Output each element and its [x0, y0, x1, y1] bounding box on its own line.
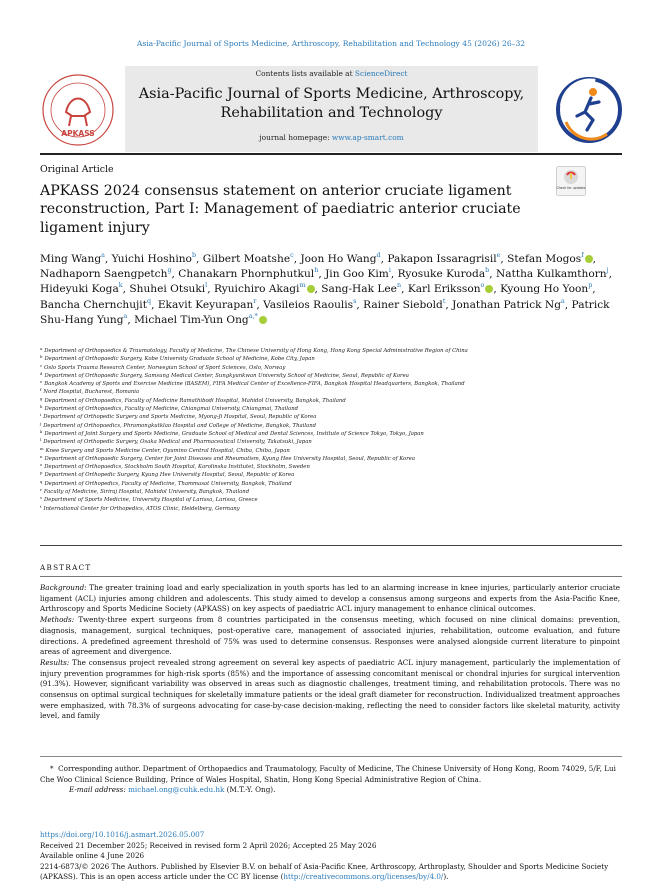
affiliation-text: Bangkok Academy of Sports and Exercise Medicine (BASEM), FIFA Medical Center of Excellence-FIFA, Bangkok Hospital Headquarters, Bangkok, Thailand [44, 381, 465, 388]
homepage-line [125, 133, 538, 142]
author[interactable] [321, 283, 401, 295]
author-name: Gilbert Moatshe [202, 253, 291, 265]
background-label: Background: [40, 583, 87, 592]
affiliation-text: Department of Orthopaedics, Stockholm South Hospital, Karolinska Institutet, Stockholm, Sweden [44, 464, 310, 471]
affiliation-marker: h [40, 404, 43, 410]
journal-title: Asia-Pacific Journal of Sports Medicine, Arthroscopy, Rehabilitation and Technology [138, 86, 525, 121]
author-affiliation-marker[interactable]: a [560, 296, 565, 305]
author[interactable] [40, 253, 105, 265]
author-affiliation-marker[interactable]: f [581, 251, 584, 259]
publication-info [40, 830, 620, 883]
author-affiliation-marker[interactable]: a [123, 311, 128, 320]
author-affiliation-marker[interactable]: t [442, 296, 446, 305]
affiliation-marker: l [40, 437, 42, 443]
affiliation-marker: j [40, 420, 42, 426]
orcid-icon[interactable] [485, 285, 493, 293]
author-name: Kyoung Ho Yoon [500, 283, 589, 296]
email-suffix: (M.T.-Y. Ong). [224, 785, 276, 795]
affiliation-text: Department of Sports Medicine, University Hospital of Larissa, Larissa, Greece [43, 497, 258, 504]
author-affiliation-marker[interactable]: h [314, 266, 319, 275]
available-online: Available online 4 June 2026 [40, 851, 145, 861]
author-name: Karl Eriksson [407, 283, 481, 296]
affiliation-marker: g [40, 395, 43, 401]
author-name: Nadhaporn Saengpetch [40, 268, 168, 281]
author-name: Stefan Mogos [507, 253, 582, 265]
author[interactable] [263, 296, 357, 311]
journal-cover-logo [549, 70, 629, 150]
affiliation-text: Department of Joint Surgery and Sports Medicine, Graduate School of Medical and Dental Sciences, Institute of Science Tokyo, Tokyo, Japan [44, 430, 424, 437]
affiliation-marker: t [40, 503, 42, 509]
author[interactable] [203, 253, 294, 265]
author[interactable] [300, 253, 380, 265]
affiliation-text: Department of Orthopedic Surgery, Kyung Hee University Hospital, Seoul, Republic of Korea [44, 472, 295, 479]
author-affiliation-marker[interactable]: b [191, 251, 197, 259]
affiliation-text: Faculty of Medicine, Siriraj Hospital, Mahidol University, Bangkok, Thailand [43, 489, 250, 496]
sciencedirect-link[interactable]: ScienceDirect [354, 69, 408, 78]
author-name: Ming Wang [40, 253, 102, 265]
abstract-rule [40, 576, 622, 577]
affiliation-text: International Center for Orthopedics, ATOS Clinic, Heidelberg, Germany [43, 505, 240, 512]
author[interactable] [134, 311, 267, 326]
license-link[interactable]: http://creativecommons.org/licenses/by/4.0/ [283, 872, 444, 882]
author-name: Jin Goo Kim [325, 268, 389, 281]
author-name: Bancha Chernchujit [40, 298, 147, 311]
author[interactable] [325, 268, 391, 280]
author-affiliation-marker[interactable]: j [606, 266, 609, 275]
email-line [40, 785, 620, 796]
author-affiliation-marker[interactable]: s [353, 296, 357, 305]
author-name: Patrick Shu-Hang Yung [40, 298, 610, 326]
affiliation-item [40, 471, 630, 479]
homepage-link[interactable]: www.ap-smart.com [331, 133, 404, 142]
affiliation-text: Department of Orthopedics, Faculty of Medicine, Thammasat University, Bangkok, Thailand [44, 480, 292, 487]
author[interactable] [178, 268, 318, 280]
affiliation-item [40, 380, 630, 388]
affiliation-marker: m [40, 445, 44, 451]
affiliation-text: Department of Orthopaedics, Faculty of Medicine, Chiangmai University, Chiangmai, Thailand [44, 406, 298, 413]
author[interactable] [398, 268, 490, 280]
affiliation-item [40, 422, 630, 430]
article-title: APKASS 2024 consensus statement on anterior cruciate ligament reconstruction, Part I: Management of paediatric anterior cruciate ligament injury [40, 183, 521, 236]
affiliation-item [40, 488, 630, 496]
contents-prefix: Contents lists available at [255, 69, 355, 78]
author[interactable] [214, 283, 315, 295]
author-name: Rainer Siebold [363, 298, 443, 311]
copyright-text: 2214-6873/© 2026 The Authors. Published by Elsevier B.V. on behalf of Asia-Pacific Knee, Arthroscopy, Arthroplasty, Shoulder and Sports Medicine Society (APKASS). This is an open access article under the CC BY license ( [40, 861, 609, 882]
author-affiliation-marker[interactable]: p [588, 281, 593, 290]
abstract-top-rule [40, 545, 622, 546]
author[interactable] [387, 253, 500, 265]
affiliation-text: Department of Orthopedic Surgery, Osaka Medical and Pharmaceutical University, Takatsuki, Japan [43, 439, 312, 446]
orcid-icon[interactable] [259, 316, 267, 324]
author-name: Nattha Kulkamthorn [495, 268, 607, 281]
apkass-logo-text: APKASS [61, 129, 95, 138]
author-name: Chanakarn Phornphutkul [178, 268, 315, 281]
affiliation-marker: f [40, 387, 42, 393]
affiliation-text: Department of Orthopedic Surgery and Sports Medicine, Myong-Ji Hospital, Seoul, Republic of Korea [43, 414, 317, 421]
orcid-icon[interactable] [307, 285, 315, 293]
affiliation-text: Department of Orthopaedic Surgery, Center for Joint Diseases and Rheumatism, Kyung Hee University Hospital, Seoul, Republic of Korea [44, 455, 416, 462]
email-link[interactable]: michael.ong@cuhk.edu.hk [128, 785, 225, 795]
author-name: Sang-Hak Lee [321, 283, 397, 296]
orcid-icon[interactable] [585, 255, 593, 263]
author-affiliation-marker[interactable]: k [118, 281, 123, 290]
methods-text: Twenty-three expert surgeons from 8 countries participated in the consensus meeting, which focused on nine clinical domains: prevention, diagnosis, management, surgical techniques, post-operative care, management of associated injuries, rehabilitation, outcome evaluation, and future directions. A predefined agreement threshold of 75% was used to determine consensus. Responses were analysed alongside current literature to pinpoint areas of agreement and divergence. [40, 615, 620, 657]
author-affiliation-marker[interactable]: d [376, 251, 381, 259]
footnote-marker: * [50, 764, 54, 773]
affiliation-item [40, 397, 630, 405]
affiliation-item [40, 438, 630, 446]
affiliation-item [40, 355, 630, 363]
affiliation-marker: c [40, 362, 43, 368]
author-name: Ekavit Keyurapan [157, 298, 254, 311]
affiliation-item [40, 455, 630, 463]
email-label: E-mail address: [69, 785, 126, 795]
author-name: Michael Tim-Yun Ong [134, 313, 249, 326]
footnotes [40, 764, 620, 796]
affiliation-item [40, 364, 630, 372]
affiliation-marker: i [40, 412, 42, 418]
affiliation-text: Oslo Sports Trauma Research Center, Norwegian School of Sport Sciences, Oslo, Norway [44, 364, 286, 371]
affiliation-item [40, 480, 630, 488]
affiliation-marker: p [40, 470, 43, 476]
author-name: Ryosuke Kuroda [397, 268, 486, 281]
affiliation-text: Department of Orthopaedic Surgery, Kobe University Graduate School of Medicine, Kobe City, Japan [44, 356, 315, 363]
affiliation-item [40, 388, 630, 396]
contents-line [125, 69, 538, 78]
author-name: Hideyuki Koga [40, 283, 119, 296]
author[interactable] [363, 296, 446, 311]
author[interactable] [40, 283, 123, 295]
author-affiliation-marker[interactable]: c [290, 251, 294, 259]
author-name: Yuichi Hoshino [111, 253, 192, 265]
affiliation-item [40, 372, 630, 380]
author[interactable] [500, 283, 592, 295]
abstract-background [40, 583, 620, 615]
check-for-updates-badge[interactable] [556, 166, 586, 196]
affiliation-marker: a [40, 346, 43, 351]
abstract-body [40, 583, 620, 722]
author-affiliation-marker[interactable]: e [496, 251, 501, 259]
affiliation-list [40, 347, 630, 513]
corresponding-author-text: Corresponding author. Department of Orthopaedics and Traumatology, Faculty of Medicine, The Chinese University of Hong Kong, Room 74029, 5/F, Lui Che Woo Clinical Science Building, Prince of Wales Hospital, Shatin, Hong Kong Special Administrative Region of China. [40, 764, 616, 784]
affiliation-item [40, 430, 630, 438]
affiliation-text: Department of Orthopaedic Surgery, Samsung Medical Center, Sungkyunkwan University School of Medicine, Seoul, Republic of Korea [44, 372, 409, 379]
author-name: Pakapon Issaragrisil [387, 253, 497, 265]
article-type: Original Article [40, 164, 114, 175]
affiliation-item [40, 413, 630, 421]
doi-link[interactable]: https://doi.org/10.1016/j.asmart.2026.05.007 [40, 830, 205, 839]
affiliation-marker: q [40, 478, 43, 484]
author[interactable] [112, 253, 196, 265]
affiliation-marker: r [40, 487, 42, 493]
author-affiliation-marker[interactable]: o [480, 281, 485, 290]
affiliation-marker: e [40, 379, 43, 385]
author-affiliation-marker[interactable]: l [205, 281, 208, 290]
author-name: Shuhei Otsuki [129, 283, 206, 296]
author-affiliation-marker[interactable]: a,* [248, 311, 258, 320]
author-list: Ming Wang$^a$, Yuichi Hoshino$^b$, Gilbert Moatshe$^c$, Joon Ho Wang$^d$, Pakapon Issaragrisil$^e$, Stefan Mogos$^f$ , Nadhaporn Saengpetch$^g$, Chanakarn Phornphutkul$^h$, Jin Goo Kim$^i$, Ryosuke Kuroda$^b$, Nattha Kulkamthorn$^j$, Hideyuki Koga$^k$, Shuhei Otsuki$^l$, Ryuichiro Akagi$^m$ , Sang-Hak Lee$^n$, Karl Eriksson$^o$ , Kyoung Ho Yoon$^p$, Bancha Chernchujit$^q$, Ekavit Keyurapan$^r$, Vasileios Raoulis$^s$, Rainer Siebold$^t$, Jonathan Patrick Ng$^a$, Patrick Shu-Hang Yung$^a$, Michael Tim-Yun Ong$^{a,*}$ [40, 251, 612, 326]
copyright-notice [40, 862, 620, 883]
received-dates: Received 21 December 2025; Received in revised form 2 April 2026; Accepted 25 May 2026 [40, 840, 377, 850]
author-affiliation-marker[interactable]: a [101, 251, 105, 259]
affiliation-text: Nord Hospital, Bucharest, Romania [43, 389, 140, 396]
abstract-heading: ABSTRACT [40, 563, 92, 572]
affiliation-marker: b [40, 354, 43, 360]
author[interactable] [157, 296, 257, 311]
abstract-methods [40, 615, 620, 658]
abstract-results [40, 658, 620, 722]
header-rule [40, 153, 622, 155]
author-affiliation-marker[interactable]: b [485, 266, 490, 275]
author[interactable] [507, 253, 592, 265]
author-name: Joon Ho Wang [300, 253, 377, 265]
corresponding-author-note [40, 764, 620, 785]
copyright-end: ). [443, 872, 449, 882]
author-affiliation-marker[interactable]: q [146, 296, 152, 305]
affiliation-marker: n [40, 453, 43, 459]
author-affiliation-marker[interactable]: g [167, 266, 172, 275]
apkass-logo [40, 72, 116, 148]
affiliation-item [40, 447, 630, 455]
background-text: The greater training load and early specialization in youth sports has led to an alarming increase in knee injuries, particularly anterior cruciate ligament (ACL) injuries among children and adolescents. This study aimed to develop a consensus among surgeons and experts from the Asia-Pacific Knee, Arthroscopy and Sports Medicine Society (APKASS) on key aspects of paediatric ACL injury management to enhance clinical outcomes. [40, 583, 620, 614]
affiliation-item [40, 463, 630, 471]
affiliation-marker: d [40, 370, 43, 376]
footnote-rule [40, 756, 622, 757]
affiliation-item [40, 505, 630, 513]
affiliation-item [40, 347, 630, 355]
results-text: The consensus project revealed strong agreement on several key aspects of paediatric ACL injury management, particularly the implementation of injury prevention programmes for high-risk sports (85%) and the importance of assessing concomitant meniscal or chondral injuries for surgical intervention (91.3%). However, significant variability was observed in areas such as diagnostic challenges, treatment timing, and rehabilitation protocols. There was no consensus on optimal surgical techniques for skeletally immature patients or the ideal graft diameter for reconstruction. Individualized treatment approaches were emphasized, with 78.3% of surgeons advocating for case-by-case decision-making, reflecting the need to consider factors like skeletal maturity, activity level, and family [40, 657, 620, 721]
affiliation-text: Department of Orthopaedics, Faculty of Medicine Ramathibodi Hospital, Mahidol University, Bangkok, Thailand [44, 397, 346, 404]
affiliation-text: Knee Surgery and Sports Medicine Center, Oyumino Central Hospital, Chiba, Chiba, Japan [45, 447, 290, 454]
author[interactable] [40, 268, 172, 280]
author[interactable] [408, 283, 494, 295]
affiliation-marker: o [40, 462, 43, 468]
author[interactable] [40, 296, 152, 311]
homepage-prefix: journal homepage: [259, 133, 332, 142]
check-for-updates-text: Check for updates [556, 186, 586, 190]
results-label: Results: [40, 657, 70, 667]
author-affiliation-marker[interactable]: m [299, 281, 306, 290]
author-name: Vasileios Raoulis [263, 298, 354, 311]
affiliation-text: Department of Orthopaedics, Phramongkutklao Hospital and College of Medicine, Bangkok, Thailand [43, 422, 317, 429]
author[interactable] [496, 268, 609, 280]
affiliation-marker: k [40, 428, 43, 434]
journal-reference[interactable]: Asia-Pacific Journal of Sports Medicine, Arthroscopy, Rehabilitation and Technology 45 (2026) 26–32 [136, 39, 526, 48]
author-affiliation-marker[interactable]: i [388, 266, 391, 275]
affiliation-item [40, 496, 630, 504]
author-name: Ryuichiro Akagi [213, 283, 300, 296]
author[interactable] [129, 283, 207, 295]
affiliation-marker: s [40, 495, 42, 501]
methods-label: Methods: [40, 615, 75, 625]
affiliation-text: Department of Orthopaedics & Traumatology, Faculty of Medicine, The Chinese University of Hong Kong, Hong Kong Special Administrative Region of China [44, 348, 468, 354]
author-affiliation-marker[interactable]: r [253, 296, 257, 305]
author-name: Jonathan Patrick Ng [452, 298, 561, 311]
author[interactable] [452, 296, 565, 311]
author-affiliation-marker[interactable]: n [396, 281, 402, 290]
affiliation-item [40, 405, 630, 413]
